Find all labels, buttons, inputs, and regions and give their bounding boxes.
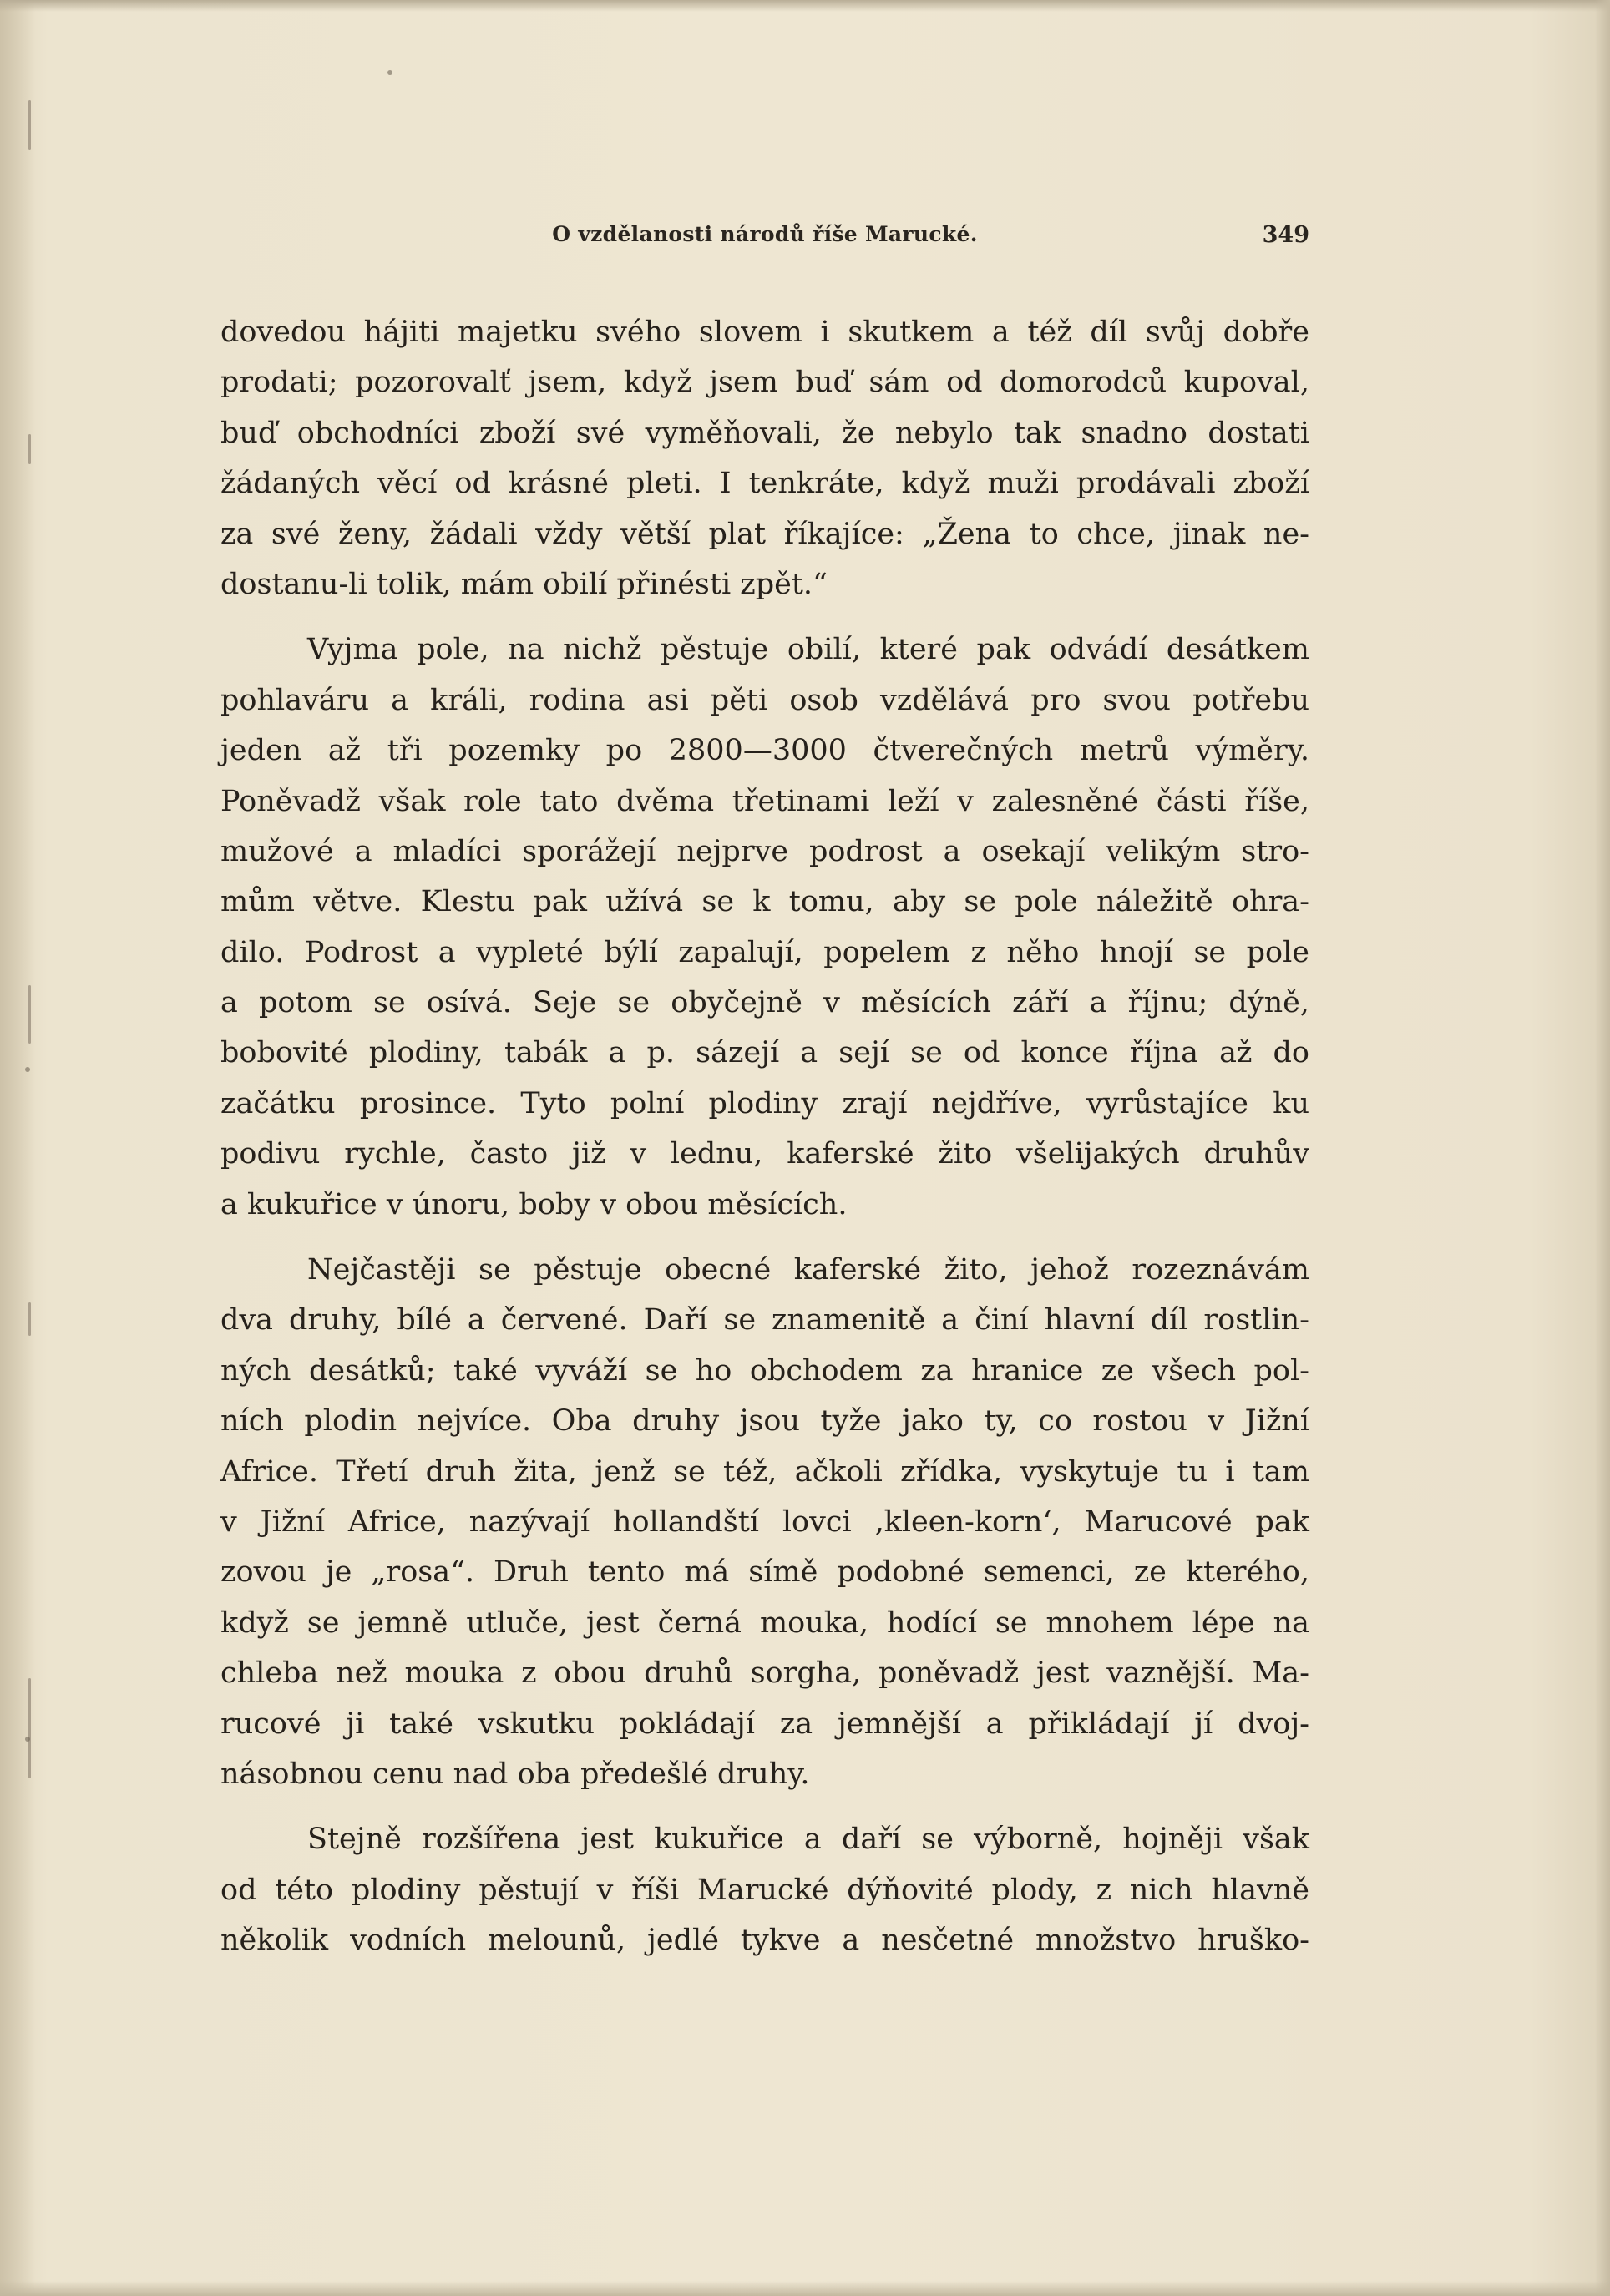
- running-title: O vzdělanosti národů říše Marucké.: [552, 222, 978, 246]
- page-spine-shadow: [0, 0, 35, 2296]
- text-line: prodati; pozorovalť jsem, když jsem buď sám od domorodců kupoval,: [220, 366, 1309, 400]
- text-line: chleba než mouka z obou druhů sorgha, poněvadž jest vaznější. Ma-: [220, 1656, 1309, 1691]
- text-line: několik vodních melounů, jedlé tykve a nesčetné množstvo hruško-: [220, 1924, 1309, 1958]
- text-line: ních plodin nejvíce. Oba druhy jsou tyže jako ty, co rostou v Jižní: [220, 1404, 1309, 1439]
- text-line: Vyjma pole, na nichž pěstuje obilí, které pak odvádí desátkem: [307, 633, 1309, 667]
- paragraph: [220, 307, 1309, 609]
- text-line: mužové a mladíci sporážejí nejprve podrost a osekají velikým stro-: [220, 834, 1309, 868]
- text-line: jeden až tři pozemky po 2800—3000 čtverečných metrů výměry.: [220, 734, 1309, 768]
- text-line: když se jemně utluče, jest černá mouka, hodící se mnohem lépe na: [220, 1606, 1309, 1640]
- text-line: podivu rychle, často již v lednu, kaferské žito všelijakých druhův: [220, 1137, 1309, 1171]
- paragraph: [220, 1245, 1309, 1799]
- paper-speck: [387, 70, 392, 75]
- binding-mark: [28, 100, 31, 150]
- text-line: a kukuřice v únoru, boby v obou měsících.: [220, 1187, 848, 1221]
- text-line: žádaných věcí od krásné pleti. I tenkráte, když muži prodávali zboží: [220, 467, 1309, 501]
- text-line: Poněvadž však role tato dvěma třetinami leží v zalesněné části říše,: [220, 784, 1309, 818]
- binding-mark: [28, 434, 31, 464]
- binding-mark: [28, 985, 31, 1044]
- text-line: buď obchodníci zboží své vyměňovali, že nebylo tak snadno dostati: [220, 416, 1309, 450]
- text-line: dilo. Podrost a vypleté býlí zapalují, popelem z něho hnojí se pole: [220, 935, 1309, 969]
- text-line: a potom se osívá. Seje se obyčejně v měsících září a říjnu; dýně,: [220, 986, 1309, 1020]
- page-right-edge: [1595, 0, 1610, 2296]
- text-line: zovou je „rosa“. Druh tento má símě podobné semenci, ze kterého,: [220, 1555, 1309, 1590]
- text-line: dostanu-li tolik, mám obilí přinésti zpět.“: [220, 567, 828, 601]
- text-line: Africe. Třetí druh žita, jenž se též, ačkoli zřídka, vyskytuje tu i tam: [220, 1454, 1309, 1489]
- page-number: 349: [1262, 222, 1309, 248]
- text-line: dva druhy, bílé a červené. Daří se znamenitě a činí hlavní díl rostlin-: [220, 1303, 1309, 1338]
- text-line: rucové ji také vskutku pokládají za jemnější a přikládají jí dvoj-: [220, 1707, 1309, 1741]
- text-line: v Jižní Africe, nazývají hollandští lovci ‚kleen-korn‘, Marucové pak: [220, 1505, 1309, 1539]
- page-bottom-edge: [0, 2281, 1610, 2296]
- text-line: bobovité plodiny, tabák a p. sázejí a sejí se od konce října až do: [220, 1036, 1309, 1070]
- text-line: násobnou cenu nad oba předešlé druhy.: [220, 1757, 810, 1791]
- text-line: Stejně rozšířena jest kukuřice a daří se výborně, hojněji však: [307, 1823, 1309, 1857]
- text-line: začátku prosince. Tyto polní plodiny zrají nejdříve, vyrůstajíce ku: [220, 1086, 1309, 1120]
- binding-mark: [28, 1302, 31, 1336]
- text-line: Nejčastěji se pěstuje obecné kaferské žito, jehož rozeznávám: [307, 1253, 1309, 1287]
- binding-mark: [28, 1678, 31, 1778]
- text-line: za své ženy, žádali vždy větší plat říkajíce: „Žena to chce, jinak ne-: [220, 517, 1309, 551]
- page-top-edge: [0, 0, 1610, 12]
- text-line: ných desátků; také vyváží se ho obchodem za hranice ze všech pol-: [220, 1353, 1309, 1388]
- binding-hole: [25, 1737, 30, 1742]
- binding-hole: [25, 1067, 30, 1072]
- text-line: pohlaváru a králi, rodina asi pěti osob vzdělává pro svou potřebu: [220, 683, 1309, 717]
- paragraph: [220, 625, 1309, 1230]
- text-line: dovedou hájiti majetku svého slovem i skutkem a též díl svůj dobře: [220, 316, 1309, 349]
- running-header: [220, 222, 1309, 259]
- body-text: [220, 307, 1309, 1966]
- text-line: mům větve. Klestu pak užívá se k tomu, aby se pole náležitě ohra-: [220, 885, 1309, 919]
- text-line: od této plodiny pěstují v říši Marucké dýňovité plody, z nich hlavně: [220, 1873, 1309, 1907]
- paragraph: [220, 1814, 1309, 1965]
